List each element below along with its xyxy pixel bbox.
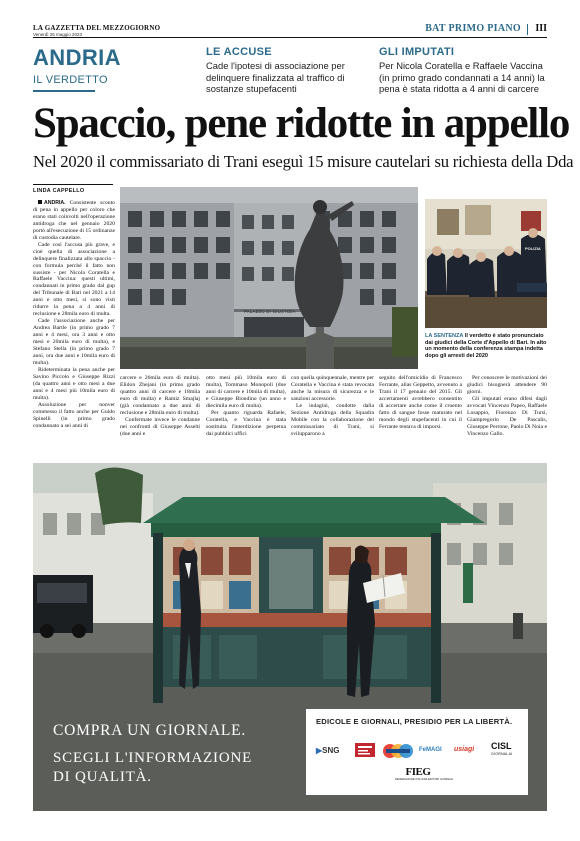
article-paragraph: Cade così l'accusa più grave, e cioè quella di associazione a delinquere finalizzata allo spaccio - con formula perché il fatto non sussiste - per Nicola Coratella e Raffaele Vaccina: questi ultimi, condannati in primo grado dal gup del Tribunale di Bari nel 2021 a 14 anni e otto mesi, si sono visti ridurre la pena a 4 anni di reclusione e 28mila euro di multa.: [33, 241, 115, 318]
advert-panel-title: EDICOLE E GIORNALI, PRESIDIO PER LA LIBERTÀ.: [316, 717, 513, 726]
newspaper-name: LA GAZZETTA DEL MEZZOGIORNO: [33, 24, 161, 32]
colored-circles-logo-icon: [382, 742, 414, 765]
sng-logo-text: SNG: [322, 746, 340, 755]
byline: LINDA CAPPELLO: [33, 184, 113, 194]
caption-label: LA SENTENZA: [425, 333, 464, 339]
article-column-2: [120, 375, 200, 457]
building-sign: PALAZZO DI GIUSTIZIA: [244, 309, 296, 314]
article-paragraph: Cade l'associazione anche per Andrea Bartle (in primo grado 7 anni e 4 mesi, ora 3 anni e otto mesi e 20mila euro di multa), e Stefano Stella (in primo grado 7 anni, ora due anni e 10mila euro di multa).: [33, 318, 115, 366]
article-paragraph: Per quanto riguarda Rafaele, Coratella, e Vaccina è stata sostituita l'interdizione perpetua dai pubblici uffici: [206, 409, 286, 437]
claim-line-3: DI QUALITÀ.: [53, 769, 152, 785]
headline: Spaccio, pene ridotte in appello: [33, 100, 570, 147]
claim-line-1: COMPRA UN GIORNALE.: [53, 722, 247, 739]
press-conference-photo: [425, 199, 547, 328]
usiagi-logo: usiagi: [454, 746, 475, 753]
accuse-title: LE ACCUSE: [206, 46, 272, 58]
article-paragraph: Assoluzione per nonver commesso il fatto anche per Guido Spinelli (in primo grado condannato a sei anni di: [33, 401, 115, 429]
article-column-5: [379, 375, 462, 457]
imputati-text: Per Nicola Coratella e Raffaele Vaccina (in primo grado condannati a 14 anni) la pena è stata ridotta a 4 anni di carcere: [379, 60, 545, 94]
sng-logo: [316, 746, 340, 755]
article-column-3: [206, 375, 286, 457]
article-paragraph: Gli imputati erano difesi dagli avvocati Vincenzo Papeo, Raffaele Losappio, Fiorenzo Di Tursi, Giampregorio De Pascalis, Giuseppe Perrone, Paolo Di Noia e Vincenzo Gallo.: [467, 395, 547, 437]
femagi-logo: FeMAGI: [419, 747, 442, 753]
article-paragraph: Rideterminata la pena anche per Savino Piccolo e Giuseppe Rizzi (da quattro anni e otto mesi a due anni e 4 mesi più 10mila euro di multa).: [33, 366, 115, 401]
kicker-tag: IL VERDETTO: [33, 74, 108, 86]
advert-claim: [53, 721, 252, 787]
advert-logo-panel: [306, 709, 528, 795]
accuse-text: Cade l'ipotesi di associazione per delinquere finalizzata al traffico di sostanze stupefacenti: [206, 60, 345, 94]
kicker-place: ANDRIA: [33, 45, 121, 70]
cisl-logo-text: CISL: [491, 741, 512, 751]
subheadline: Nel 2020 il commissariato di Trani eseguì 15 misure cautelari su richiesta della Dda: [33, 152, 574, 171]
cisl-logo: [491, 742, 512, 758]
claim-line-2: SCEGLI L'INFORMAZIONE: [53, 750, 253, 766]
section-divider: [527, 24, 528, 35]
article-paragraph: carcere e 26mila euro di multa). Elidon Zhejani (in primo grado quattro anni di carcere e 18mila euro di multa) e Ramiz Smajlaj (già condannato a due anni di reclusione e 28mila euro di multa).: [120, 375, 200, 416]
police-badge-text: POLIZIA: [525, 246, 541, 251]
article-paragraph: con quella quinquennale, mentre per Coratella e Vaccina è stata revocata anche la misura di sicurezza e le sanzioni accessorie.: [291, 375, 374, 402]
courthouse-photo: [120, 187, 418, 369]
page-number: III: [535, 23, 547, 34]
article-paragraph: Le indagini, condotte dalla Sezione Antidroga della Squadra Mobile con la collaborazione del commissariato di Trani, si svilupparono a: [291, 402, 374, 437]
lead-text: Consistente sconto di pena in appello per coloro che erano stati coinvolti nell'operazione antidroga che nel gennaio 2020 portò all'esecuzione di 15 ordinanze di custodia cautelare.: [33, 200, 115, 241]
issue-date: Venerdì 26 maggio 2023: [33, 32, 83, 37]
masthead: [33, 24, 547, 38]
article-body: [33, 375, 547, 457]
kicker-rule: [33, 90, 95, 92]
imputati-box: [379, 46, 547, 95]
red-newspaper-logo-icon: [355, 743, 375, 757]
article-paragraph: Per conoscere le motivazioni dei giudici bisognerà attendere 90 giorni.: [467, 375, 547, 395]
fieg-logo: [395, 766, 454, 781]
photo-caption: [425, 333, 547, 359]
lead-paragraph: [33, 200, 115, 242]
section-name: BAT PRIMO PIANO: [425, 23, 521, 34]
dateline: ANDRIA.: [44, 200, 66, 206]
square-bullet-icon: [38, 200, 42, 204]
newspaper-kiosk-advert: [33, 463, 547, 811]
article-paragraph: seguito dell'omicidio di Francesco Ferrante, alias Geppetto, avvenuto a Trani il 17 gennaio del 2015. Gli accertamenti avrebbero consentito di accertare anche come il cruento fatto di sangue fosse maturato nel mondo degli stupefacenti in cui il Ferrante tentava di imporsi.: [379, 375, 462, 430]
article-paragraph: Confermate invece le condanne nei confronti di Giuseppe Asselti (due anni e: [120, 416, 200, 437]
article-paragraph: otto mesi più 10mila euro di multa), Tommaso Monopoli (due anni di carcere e 10mila di multa), e Giuseppe Biondino (un anno e diecimila euro di multa).: [206, 375, 286, 409]
cisl-logo-subtitle: GIORNALAI: [491, 752, 513, 756]
article-column-4: [291, 375, 374, 457]
fieg-logo-subtitle: FEDERAZIONE ITALIANA EDITORI GIORNALI: [395, 778, 454, 781]
imputati-title: GLI IMPUTATI: [379, 46, 455, 58]
sng-mark-icon: ▶: [316, 746, 323, 755]
caption-text: Il verdetto è stato pronunciato dai giudici della Corte d'Appello di Bari. In alto un momento della conferenza stampa indetta dopo gli arresti del 2020: [425, 333, 547, 359]
fieg-logo-text: FIEG: [405, 766, 431, 778]
article-column-6: [467, 375, 547, 457]
accuse-box: [206, 46, 366, 95]
